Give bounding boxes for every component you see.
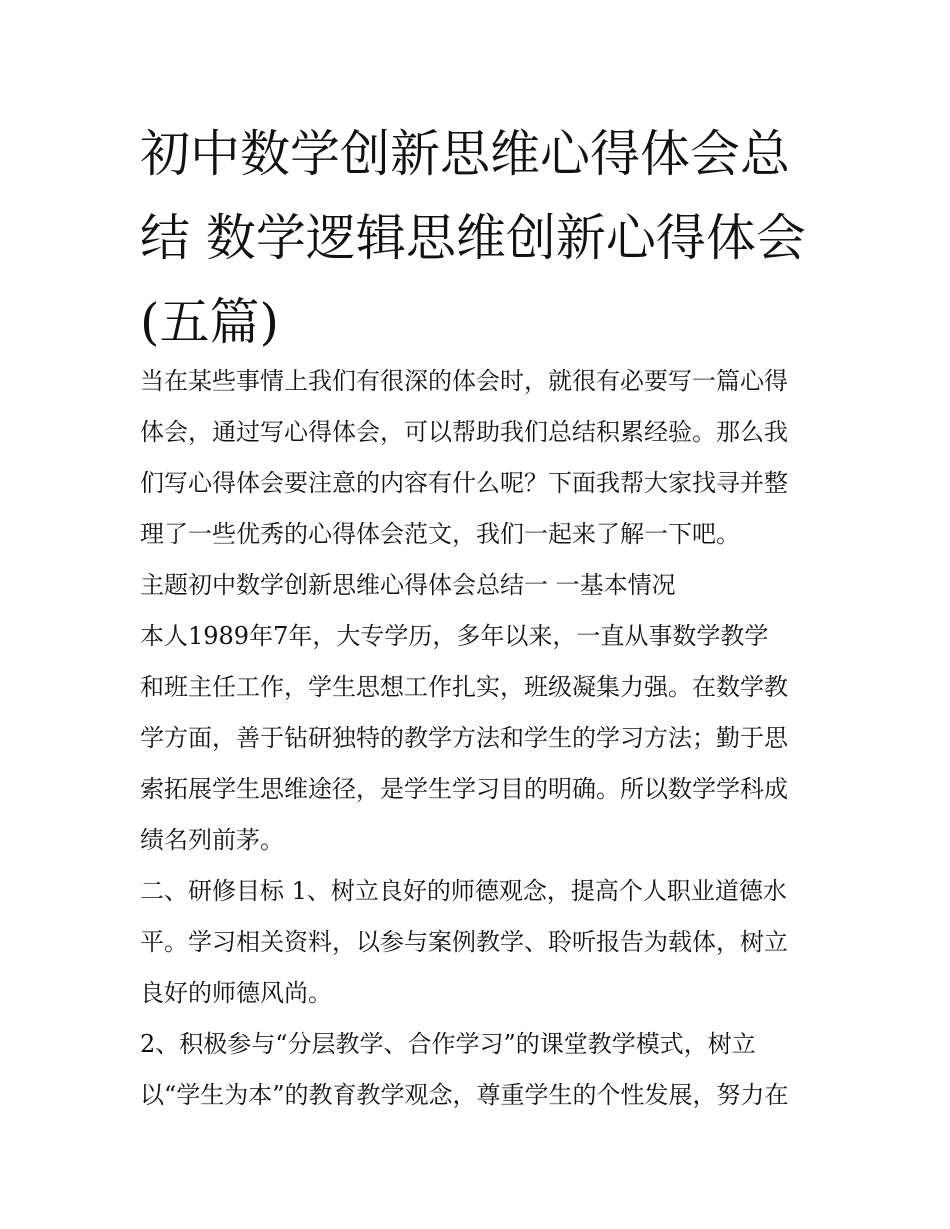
document-body <box>140 356 830 1121</box>
body-line: 理了一些优秀的心得体会范文，我们一起来了解一下吧。 <box>140 520 740 548</box>
body-line: 良好的师德风尚。 <box>140 979 332 1007</box>
body-line: 二、研修目标 1、树立良好的师德观念，提高个人职业道德水 <box>140 877 787 905</box>
body-line: 平。学习相关资料，以参与案例教学、聆听报告为载体，树立 <box>140 928 788 956</box>
document-title <box>140 112 840 364</box>
body-line: 绩名列前茅。 <box>140 826 284 854</box>
title-line: 结 数学逻辑思维创新心得体会 <box>140 209 806 267</box>
title-line: (五篇) <box>140 293 280 351</box>
body-line: 以“学生为本”的教育教学观念，尊重学生的个性发展，努力在 <box>140 1081 789 1109</box>
title-line: 初中数学创新思维心得体会总 <box>140 125 790 183</box>
body-line: 当在某些事情上我们有很深的体会时，就很有必要写一篇心得 <box>140 367 788 395</box>
body-line: 和班主任工作，学生思想工作扎实，班级凝集力强。在数学教 <box>140 673 788 701</box>
body-line: 索拓展学生思维途径，是学生学习目的明确。所以数学学科成 <box>140 775 788 803</box>
body-line: 2、积极参与“分层教学、合作学习”的课堂教学模式，树立 <box>140 1030 756 1058</box>
body-line: 本人1989年7年，大专学历，多年以来，一直从事数学教学 <box>140 622 769 650</box>
section-heading-line: 主题初中数学创新思维心得体会总结一 一基本情况 <box>140 571 676 599</box>
body-line: 们写心得体会要注意的内容有什么呢？下面我帮大家找寻并整 <box>140 469 788 497</box>
body-line: 学方面，善于钻研独特的教学方法和学生的学习方法；勤于思 <box>140 724 788 752</box>
body-line: 体会，通过写心得体会，可以帮助我们总结积累经验。那么我 <box>140 418 788 446</box>
